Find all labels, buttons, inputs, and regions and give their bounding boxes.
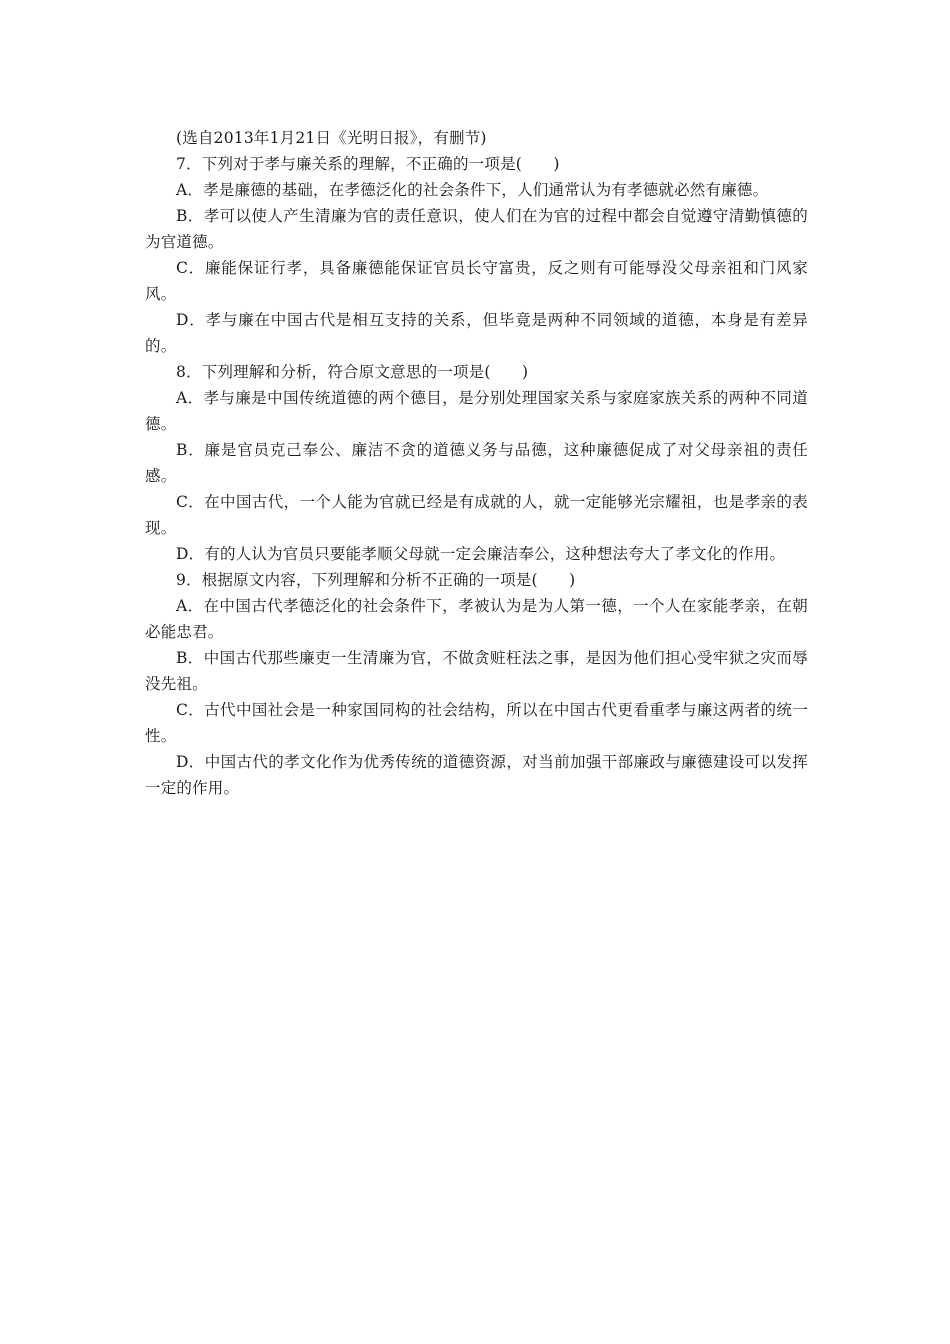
option-a: A．孝与廉是中国传统道德的两个德目，是分别处理国家关系与家庭家族关系的两种不同道德。 [145,389,808,433]
option-b: B．廉是官员克己奉公、廉洁不贪的道德义务与品德，这种廉德促成了对父母亲祖的责任感。 [145,441,808,485]
option-a: A．在中国古代孝德泛化的社会条件下，孝被认为是为人第一德，一个人在家能孝亲，在朝必能忠君。 [145,597,808,641]
question-7 [145,151,808,359]
option-b: B．孝可以使人产生清廉为官的责任意识，使人们在为官的过程中都会自觉遵守清勤慎德的为官道德。 [145,207,808,251]
option-c: C．在中国古代，一个人能为官就已经是有成就的人，就一定能够光宗耀祖，也是孝亲的表现。 [145,493,808,537]
question-9 [145,567,808,801]
option-d: D．有的人认为官员只要能孝顺父母就一定会廉洁奉公，这种想法夸大了孝文化的作用。 [176,545,786,563]
source-note: (选自2013年1月21日《光明日报》，有删节) [176,129,487,147]
option-d: D．中国古代的孝文化作为优秀传统的道德资源，对当前加强干部廉政与廉德建设可以发挥一定的作用。 [145,753,808,797]
question-8 [145,359,808,567]
option-c: C．廉能保证行孝，具备廉德能保证官员长守富贵，反之则有可能辱没父母亲祖和门风家风。 [145,259,808,303]
question-stem: 7．下列对于孝与廉关系的理解，不正确的一项是( ) [176,155,560,173]
document-page [145,125,808,801]
option-b: B．中国古代那些廉吏一生清廉为官，不做贪赃枉法之事，是因为他们担心受牢狱之灾而辱没先祖。 [145,649,808,693]
option-c: C．古代中国社会是一种家国同构的社会结构，所以在中国古代更看重孝与廉这两者的统一性。 [145,701,808,745]
option-d: D．孝与廉在中国古代是相互支持的关系，但毕竟是两种不同领域的道德，本身是有差异的。 [145,311,808,355]
question-stem: 8．下列理解和分析，符合原文意思的一项是( ) [176,363,529,381]
question-stem: 9．根据原文内容，下列理解和分析不正确的一项是( ) [176,571,576,589]
option-a: A．孝是廉德的基础，在孝德泛化的社会条件下，人们通常认为有孝德就必然有廉德。 [176,181,769,199]
